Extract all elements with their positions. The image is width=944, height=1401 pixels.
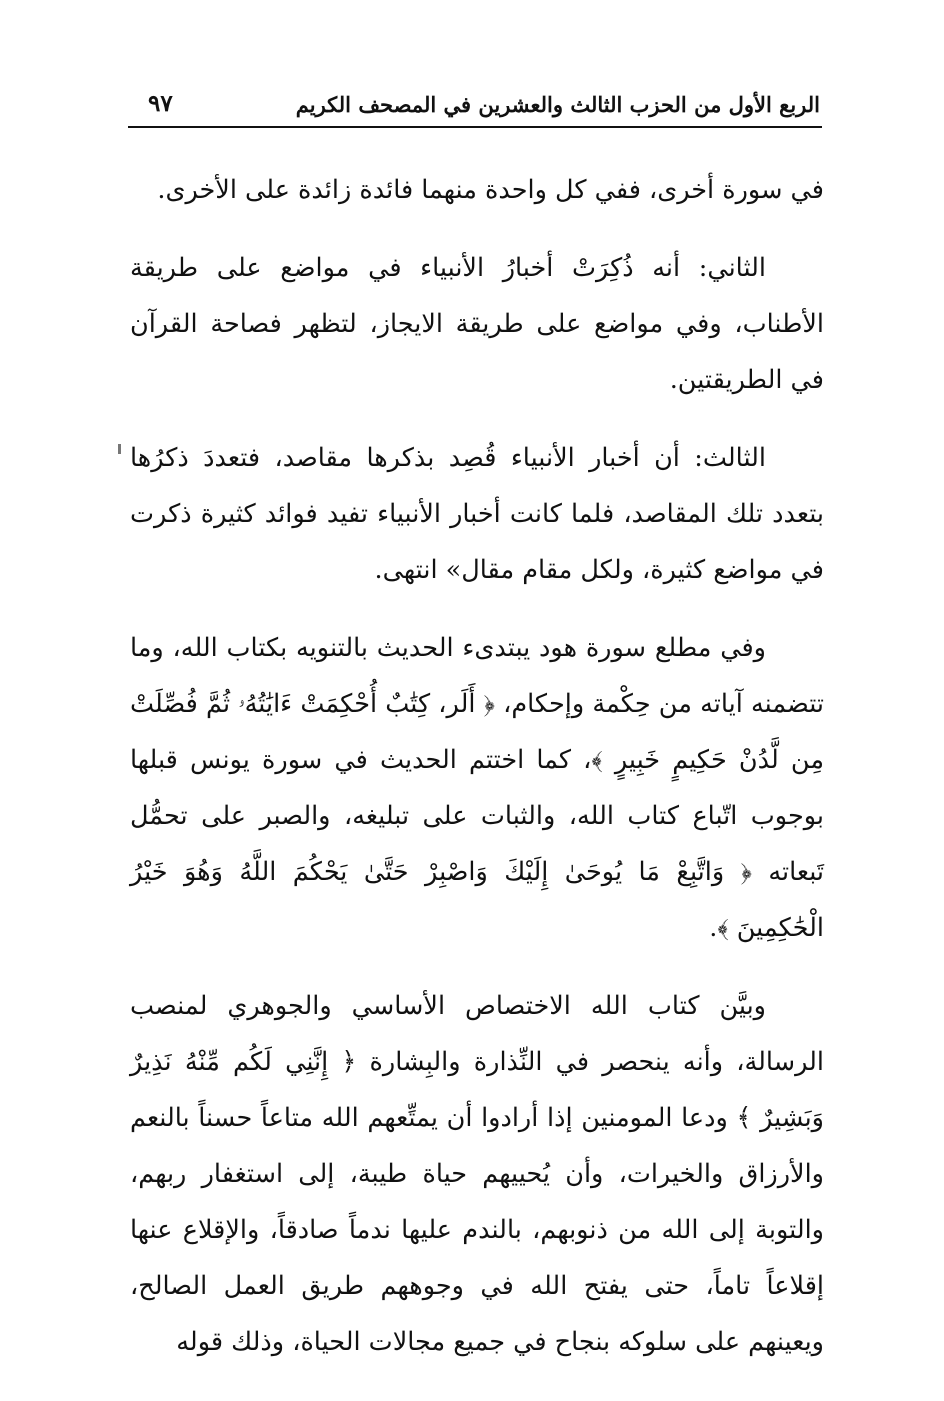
paragraph-mission-of-messenger: وبيَّن كتاب الله الاختصاص الأساسي والجوهري لمنصب الرسالة، وأنه ينحصر في النِّذارة والبِشارة ﴿ إِنَّنِي لَكُم مِّنْهُ نَذِيرٌ وَبَشِيرٌ ﴾ ودعا المومنين إذا أرادوا أن يمتِّعهم الله متاعاً حسناً بالنعم والأرزاق والخيرات، وأن يُحييهم حياة طيبة، إلى استغفار ربهم، والتوبة إلى الله من ذنوبهم، بالندم عليها ندماً صادقاً، والإقلاع عنها إقلاعاً تاماً، حتى يفتح الله في وجوههم طريق العمل الصالح، ويعينهم على سلوكه بنجاح في جميع مجالات الحياة، وذلك قوله [130,991,825,1357]
body-text [130,162,824,1370]
paragraph-third-point: الثالث: أن أخبار الأنبياء قُصِد بذكرها مقاصد، فتعددَ ذكرُها بتعدد تلك المقاصد، فلما كانت أخبار الأنبياء تفيد فوائد كثيرة ذكرت في مواضع كثيرة، ولكل مقام مقال» انتهى. [130,443,824,585]
running-title: الربع الأول من الحزب الثالث والعشرين في المصحف الكريم [295,92,820,117]
margin-mark [118,444,121,454]
paragraph-surah-hud-opening: وفي مطلع سورة هود يبتدىء الحديث بالتنويه بكتاب الله، وما تتضمنه آياته من حِكْمة وإحكام، ﴿ أَلَر، كِتَٰبٌ أُحْكِمَتْ ءَايَٰتُهُۥ ثُمَّ فُصِّلَتْ مِن لَّدُنْ حَكِيمٍ خَبِيرٍ ﴾، كما اختتم الحديث في سورة يونس قبلها بوجوب اتّباع كتاب الله، والثبات على تبليغه، والصبر على تحمُّل تَبعاته ﴿ وَاتَّبِعْ مَا يُوحَىٰ إِلَيْكَ وَاصْبِرْ حَتَّىٰ يَحْكُمَ اللَّهُ وَهُوَ خَيْرُ الْحَٰكِمِينَ ﴾. [130,633,824,943]
paragraph-second-point: الثاني: أنه ذُكِرَتْ أخبارُ الأنبياء في مواضع على طريقة الأطناب، وفي مواضع على طريقة الايجاز، لتظهر فصاحة القرآن في الطريقتين. [130,253,824,395]
page-header [128,86,822,128]
page-number: ٩٧ [148,90,173,117]
paragraph-continuation: في سورة أخرى، ففي كل واحدة منهما فائدة زائدة على الأخرى. [157,175,824,205]
